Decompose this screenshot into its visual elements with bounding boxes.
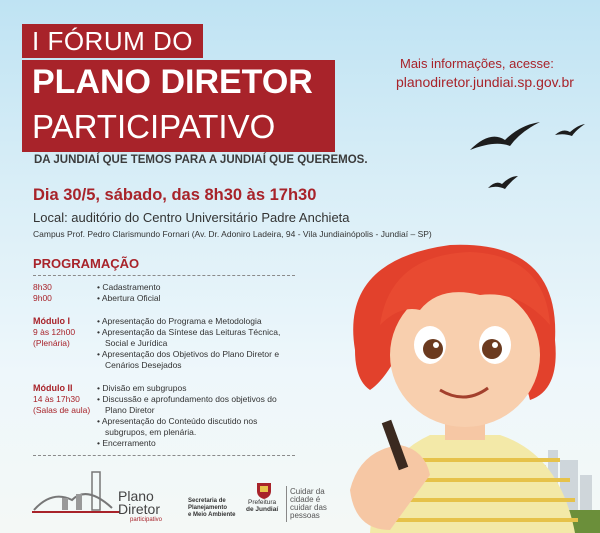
- list-item: • Encerramento: [97, 438, 156, 448]
- list-item: • Discussão e aprofundamento dos objetivos do Plano Diretor: [97, 394, 277, 415]
- participativo-title: PARTICIPATIVO: [22, 104, 335, 152]
- divider-bottom: [33, 455, 295, 456]
- prefeitura-logo-text: Prefeitura de Jundiaí: [246, 499, 279, 513]
- plano-logo-text: Plano Diretor: [118, 488, 161, 517]
- schedule-times-opening: [33, 282, 52, 304]
- list-item: • Apresentação dos Objetivos do Plano Diretor e Cenários Desejados: [97, 349, 280, 370]
- tagline: DA JUNDIAÍ QUE TEMOS PARA A JUNDIAÍ QUE QUEREMOS.: [34, 154, 368, 166]
- plano-diretor-title: PLANO DIRETOR: [22, 60, 335, 104]
- prefeitura-coat-of-arms-icon: [254, 480, 274, 500]
- birds-illustration: [460, 110, 600, 200]
- schedule-times-module-2: [33, 383, 90, 416]
- list-item: • Apresentação do Programa e Metodologia: [97, 316, 262, 326]
- module-heading: Módulo I: [33, 316, 70, 326]
- website-link[interactable]: planodiretor.jundiai.sp.gov.br: [396, 74, 574, 90]
- plano-logo-subtext: participativo: [130, 517, 163, 523]
- time-label: 8h30: [33, 282, 52, 292]
- plano-diretor-logo: [32, 470, 120, 520]
- session-type: (Salas de aula): [33, 405, 91, 415]
- list-item: • Divisão em subgrupos: [97, 383, 187, 393]
- list-item: • Apresentação do Conteúdo discutido nos subgrupos, em plenária.: [97, 416, 258, 437]
- schedule-items-opening: [97, 282, 297, 304]
- time-label: 14 às 17h30: [33, 394, 80, 404]
- list-item: • Cadastramento: [97, 282, 161, 292]
- list-item: • Abertura Oficial: [97, 293, 161, 303]
- program-title: PROGRAMAÇÃO: [33, 256, 140, 271]
- girl-illustration: [330, 230, 600, 533]
- session-type: (Plenária): [33, 338, 70, 348]
- event-location: Local: auditório do Centro Universitário Padre Anchieta: [33, 210, 350, 225]
- list-item: • Apresentação da Síntese das Leituras Técnica, Social e Jurídica: [97, 327, 281, 348]
- schedule-items-module-2: [97, 383, 297, 449]
- time-label: 9h00: [33, 293, 52, 303]
- logo-separator: [286, 486, 287, 522]
- event-campus-address: Campus Prof. Pedro Clarismundo Fornari (Av. Dr. Adoniro Ladeira, 94 - Vila Jundiainópolis - Jundiaí – SP): [33, 229, 432, 239]
- divider-top: [33, 275, 295, 276]
- event-date: Dia 30/5, sábado, das 8h30 às 17h30: [33, 186, 317, 204]
- time-label: 9 às 12h00: [33, 327, 76, 337]
- more-info-label: Mais informações, acesse:: [400, 56, 554, 71]
- module-heading: Módulo II: [33, 383, 73, 393]
- secretaria-logo-text: Secretaria de Planejamento e Meio Ambiente: [188, 498, 236, 518]
- schedule-times-module-1: [33, 316, 75, 349]
- cuidar-slogan: Cuidar da cidade é cuidar das pessoas: [290, 487, 327, 520]
- forum-title-line: I FÓRUM DO: [22, 24, 203, 58]
- schedule-items-module-1: [97, 316, 297, 371]
